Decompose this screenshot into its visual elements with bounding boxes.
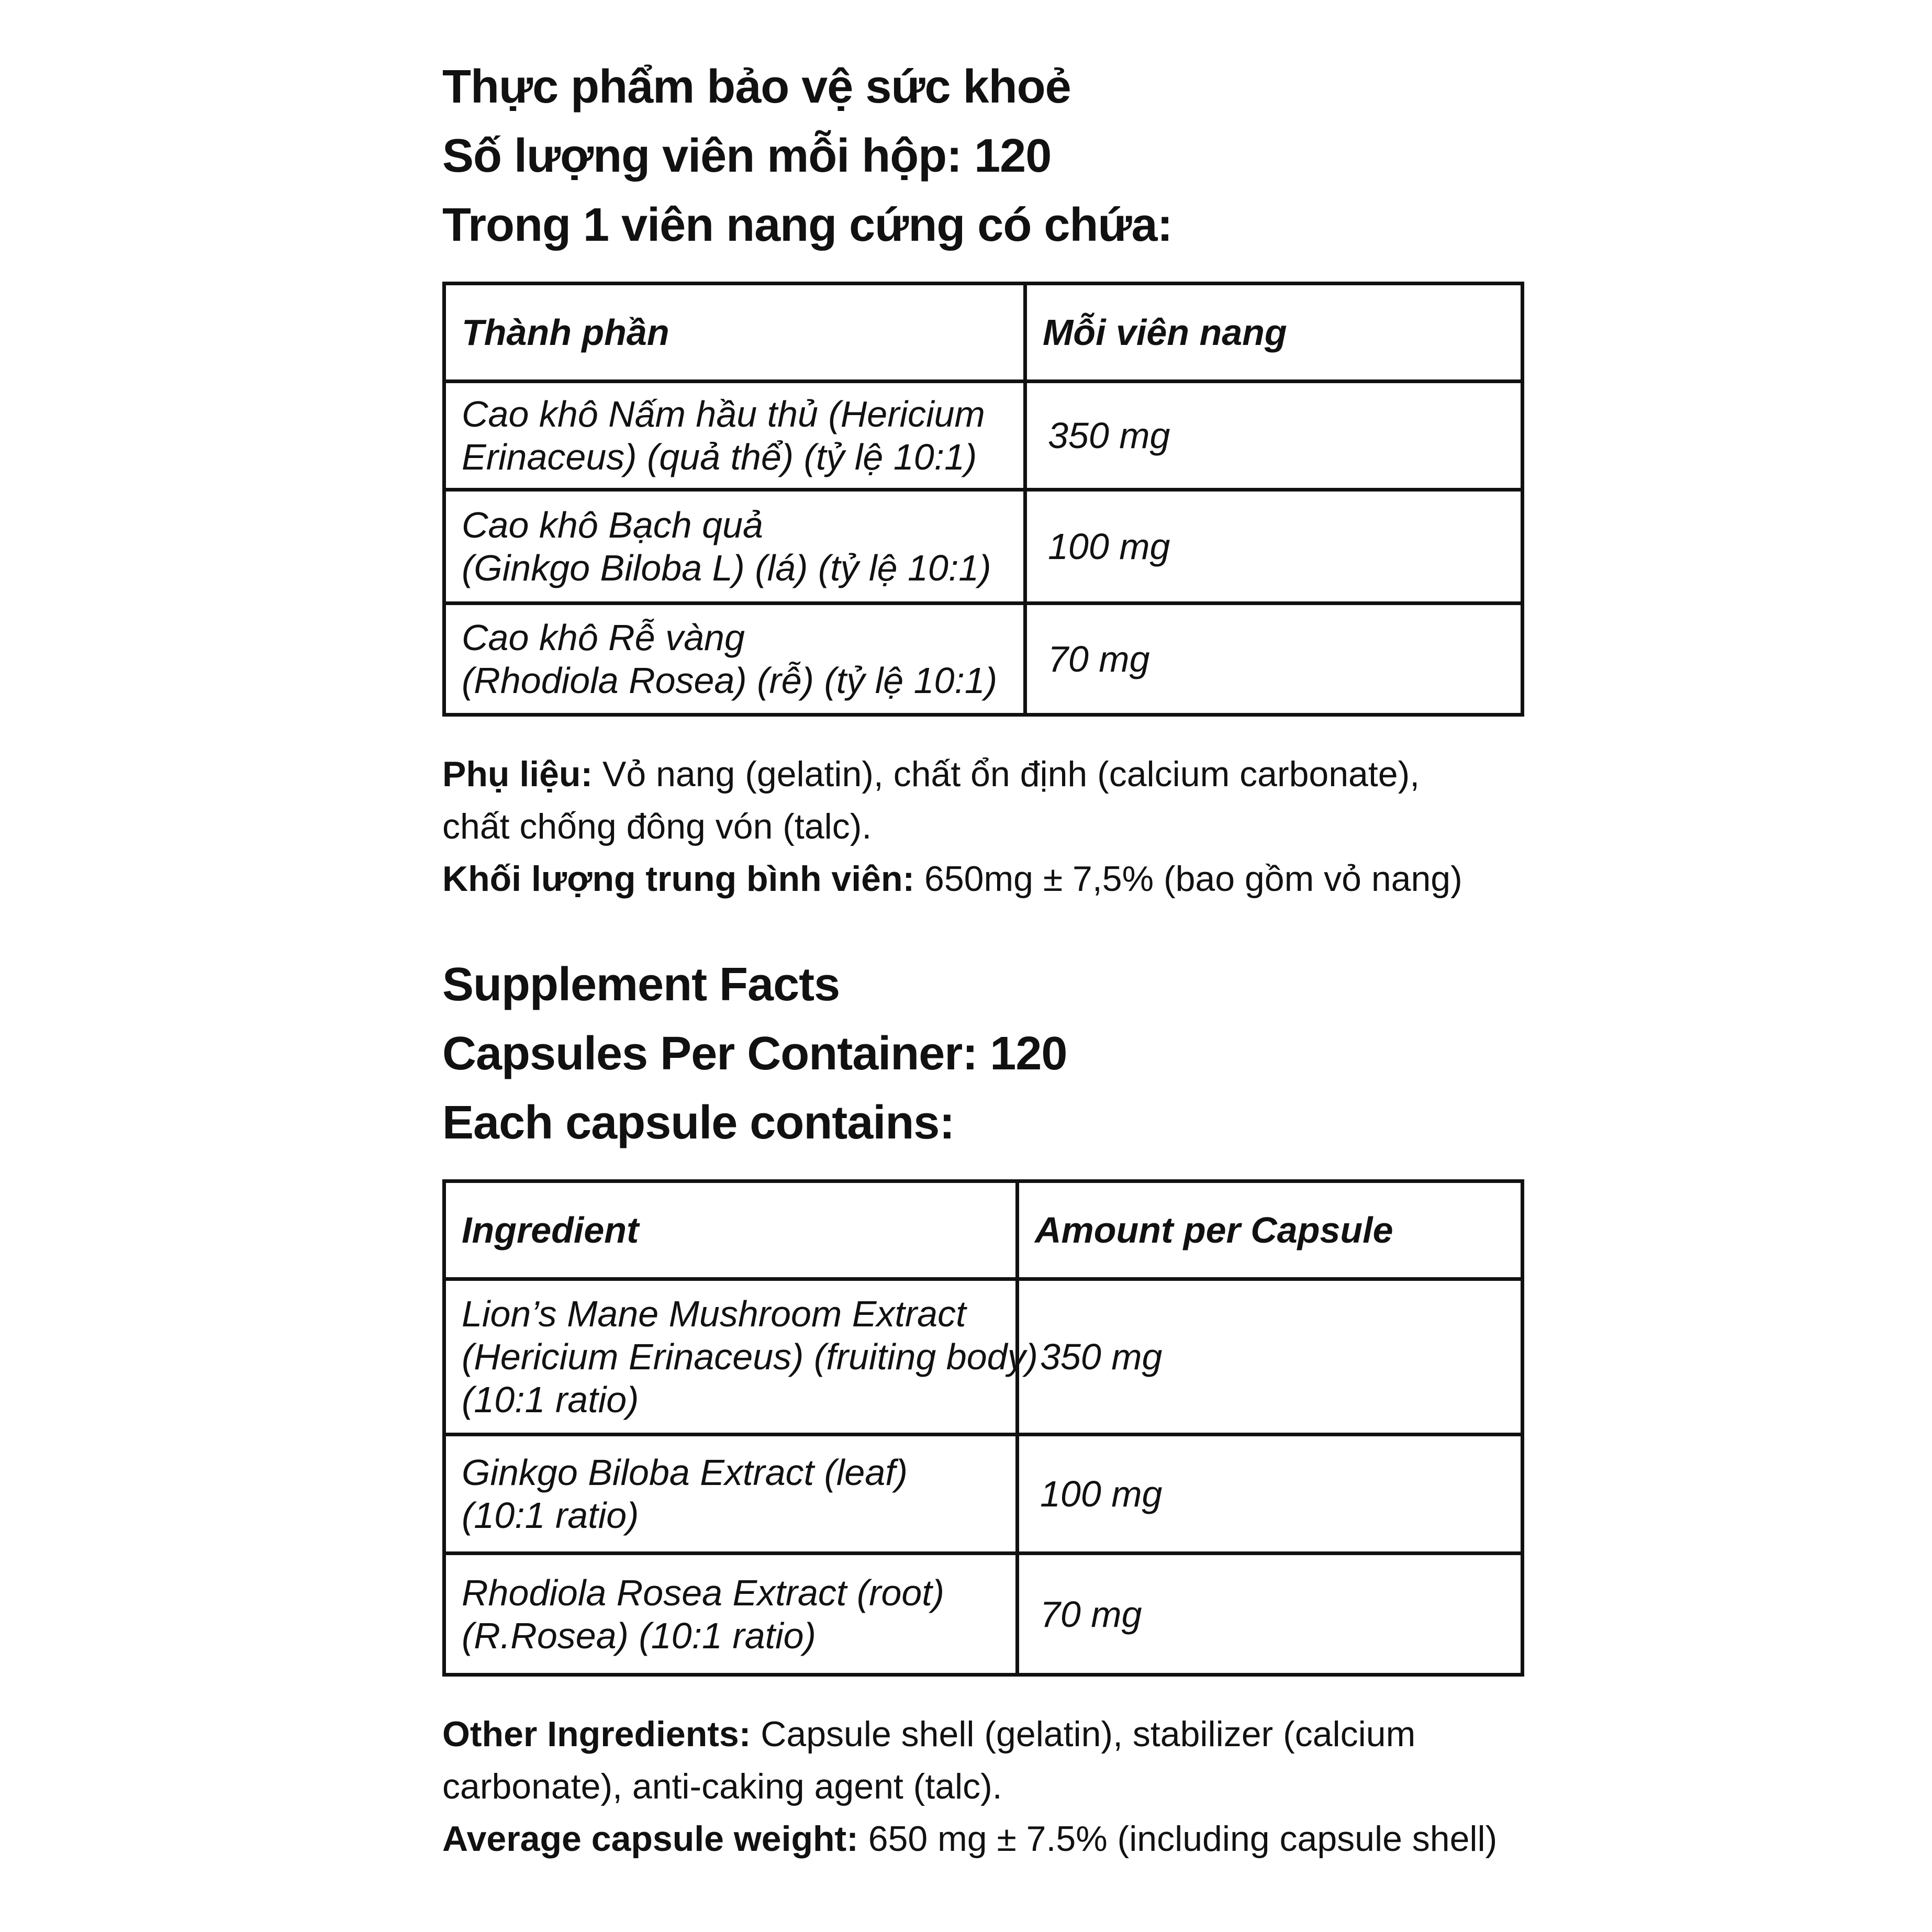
ingredient-line: Cao khô Rễ vàng bbox=[462, 617, 745, 658]
amount-cell: 100 mg bbox=[1018, 1435, 1523, 1554]
ingredient-cell bbox=[444, 1279, 1038, 1435]
table-row bbox=[444, 604, 1523, 715]
en-weight-value: 650 mg ± 7.5% (including capsule shell) bbox=[858, 1819, 1498, 1859]
amount-cell: 70 mg bbox=[1025, 604, 1523, 715]
vi-header-amount: Mỗi viên nang bbox=[1025, 284, 1523, 382]
table-row bbox=[444, 1554, 1523, 1675]
amount-cell: 350 mg bbox=[1025, 382, 1523, 490]
ingredient-cell bbox=[444, 490, 1025, 604]
en-other-ingredients bbox=[442, 1708, 1521, 1760]
en-notes bbox=[442, 1708, 1521, 1865]
ingredient-line: Lion’s Mane Mushroom Extract bbox=[462, 1293, 966, 1334]
en-ingredients-table bbox=[442, 1179, 1524, 1677]
ingredient-line: Cao khô Bạch quả bbox=[462, 505, 763, 545]
amount-cell: 70 mg bbox=[1018, 1554, 1523, 1675]
vi-weight-label: Khối lượng trung bình viên: bbox=[442, 859, 915, 899]
vi-excipients-label: Phụ liệu: bbox=[442, 754, 593, 794]
ingredient-line: Cao khô Nấm hầu thủ (Hericium bbox=[462, 394, 985, 434]
table-row bbox=[444, 1435, 1523, 1554]
en-other-continued: carbonate), anti-caking agent (talc). bbox=[442, 1767, 1002, 1806]
en-other-label: Other Ingredients: bbox=[442, 1714, 751, 1754]
ingredient-line: (R.Rosea) (10:1 ratio) bbox=[462, 1615, 816, 1656]
vi-ingredients-table bbox=[442, 282, 1524, 717]
en-other-text: Capsule shell (gelatin), stabilizer (calcium bbox=[751, 1714, 1416, 1754]
vi-heading-title: Thực phẩm bảo vệ sức khoẻ bbox=[442, 61, 1071, 113]
ingredient-line: (Ginkgo Biloba L) (lá) (tỷ lệ 10:1) bbox=[462, 548, 991, 588]
vi-weight-value: 650mg ± 7,5% (bao gồm vỏ nang) bbox=[914, 859, 1462, 899]
amount-cell: 100 mg bbox=[1025, 490, 1523, 604]
vi-header-ingredient: Thành phần bbox=[444, 284, 1025, 382]
table-row bbox=[444, 490, 1523, 604]
table-header-row bbox=[444, 284, 1523, 382]
vi-heading-count: Số lượng viên mỗi hộp: 120 bbox=[442, 130, 1052, 182]
ingredient-cell bbox=[444, 1435, 1018, 1554]
amount-cell: 350 mg bbox=[1018, 1279, 1523, 1435]
ingredient-line: Ginkgo Biloba Extract (leaf) bbox=[462, 1452, 908, 1493]
ingredient-line: (10:1 ratio) bbox=[462, 1379, 639, 1420]
table-row bbox=[444, 1279, 1523, 1435]
ingredient-cell bbox=[444, 604, 1025, 715]
en-header-ingredient: Ingredient bbox=[444, 1181, 1018, 1279]
ingredient-line: Rhodiola Rosea Extract (root) bbox=[462, 1572, 945, 1613]
ingredient-cell bbox=[444, 1554, 1018, 1675]
vi-notes bbox=[442, 748, 1521, 905]
table-header-row bbox=[444, 1181, 1523, 1279]
ingredient-cell bbox=[444, 382, 1025, 490]
table-row bbox=[444, 382, 1523, 490]
en-header-amount: Amount per Capsule bbox=[1018, 1181, 1523, 1279]
vi-weight bbox=[442, 853, 1521, 905]
vi-excipients-text: Vỏ nang (gelatin), chất ổn định (calcium carbonate), bbox=[593, 754, 1420, 794]
vi-excipients-continued: chất chống đông vón (talc). bbox=[442, 807, 872, 846]
en-weight-label: Average capsule weight: bbox=[442, 1819, 858, 1859]
ingredient-line: (10:1 ratio) bbox=[462, 1495, 639, 1536]
ingredient-line: (Hericium Erinaceus) (fruiting body) bbox=[462, 1336, 1038, 1377]
en-weight bbox=[442, 1813, 1521, 1865]
en-heading-count: Capsules Per Container: 120 bbox=[442, 1028, 1067, 1080]
en-heading-title: Supplement Facts bbox=[442, 958, 840, 1011]
vi-excipients bbox=[442, 748, 1521, 800]
ingredient-line: Erinaceus) (quả thể) (tỷ lệ 10:1) bbox=[462, 437, 977, 477]
vi-heading-contains: Trong 1 viên nang cứng có chứa: bbox=[442, 199, 1172, 251]
en-heading-contains: Each capsule contains: bbox=[442, 1097, 955, 1149]
english-section bbox=[442, 950, 1521, 1865]
vietnamese-section bbox=[442, 52, 1521, 905]
ingredient-line: (Rhodiola Rosea) (rễ) (tỷ lệ 10:1) bbox=[462, 660, 998, 701]
